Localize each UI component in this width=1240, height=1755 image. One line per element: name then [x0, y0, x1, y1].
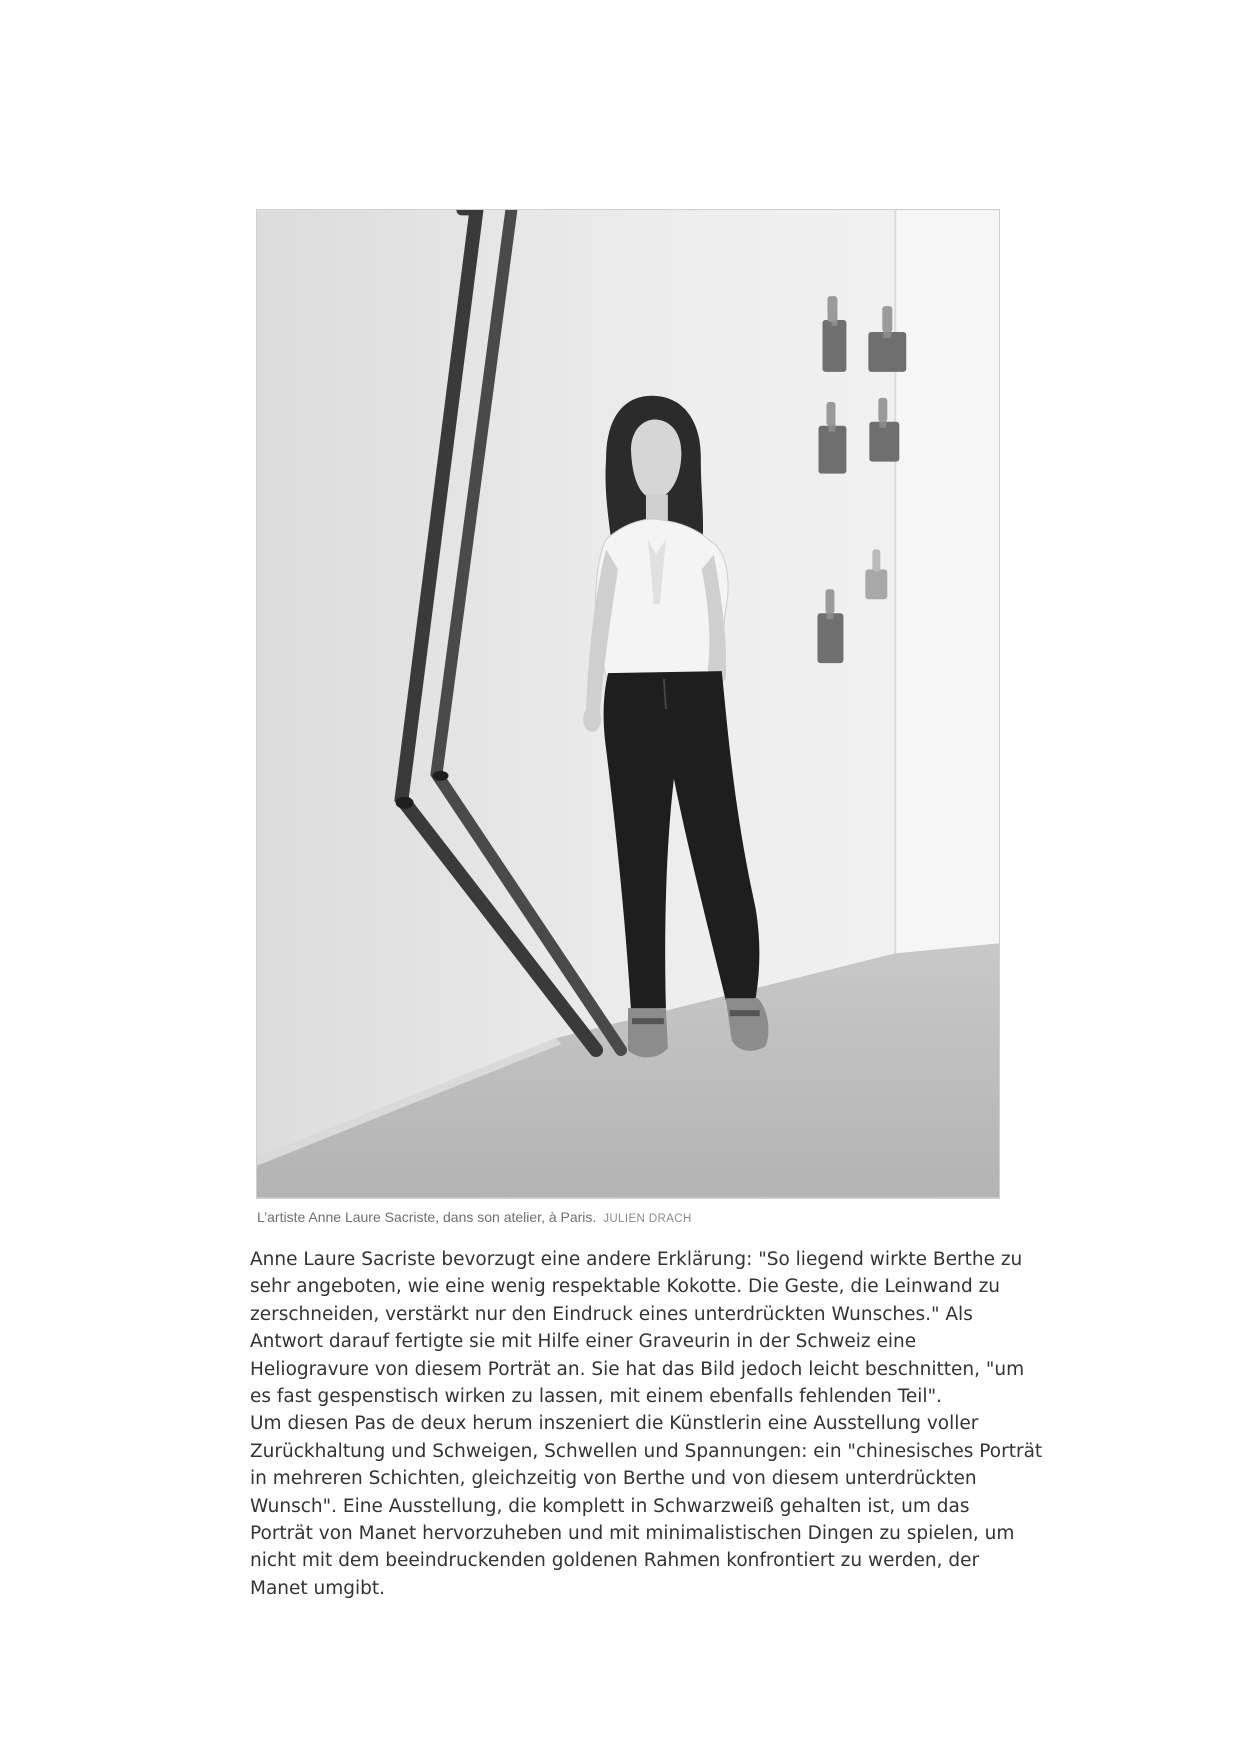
caption-text: L’artiste Anne Laure Sacriste, dans son atelier, à Paris.: [257, 1209, 597, 1225]
article-line: Antwort darauf fertigte sie mit Hilfe einer Graveurin in der Schweiz eine: [250, 1331, 917, 1353]
article-line: Um diesen Pas de deux herum inszeniert die Künstlerin eine Ausstellung voller: [250, 1413, 979, 1435]
article-line: nicht mit dem beeindruckenden goldenen Rahmen konfrontiert zu werden, der: [250, 1550, 980, 1572]
article-line: Zurückhaltung und Schweigen, Schwellen und Spannungen: ein "chinesisches Porträt: [250, 1440, 1043, 1462]
article-line: sehr angeboten, wie eine wenig respektable Kokotte. Die Geste, die Leinwand zu: [250, 1276, 1001, 1298]
article-body: [250, 1246, 1043, 1602]
article-line: Wunsch". Eine Ausstellung, die komplett in Schwarzweiß gehalten ist, um das: [250, 1495, 970, 1517]
article-line: Porträt von Manet hervorzuheben und mit minimalistischen Dingen zu spielen, um: [250, 1523, 1015, 1545]
article-line: es fast gespenstisch wirken zu lassen, mit einem ebenfalls fehlenden Teil".: [250, 1386, 942, 1408]
article-line: Manet umgibt.: [250, 1577, 386, 1599]
article-line: zerschneiden, verstärkt nur den Eindruck eines unterdrückten Wunsches." Als: [250, 1303, 973, 1325]
article-line: in mehreren Schichten, gleichzeitig von Berthe und von diesem unterdrückten: [250, 1468, 977, 1490]
article-line: Heliogravure von diesem Porträt an. Sie hat das Bild jedoch leicht beschnitten, "um: [250, 1358, 1025, 1380]
photo-caption: [257, 1209, 692, 1225]
photo-credit: JULIEN DRACH: [603, 1213, 692, 1225]
article-line: Anne Laure Sacriste bevorzugt eine andere Erklärung: "So liegend wirkte Berthe zu: [250, 1249, 1023, 1270]
artist-photo: [256, 209, 1000, 1199]
